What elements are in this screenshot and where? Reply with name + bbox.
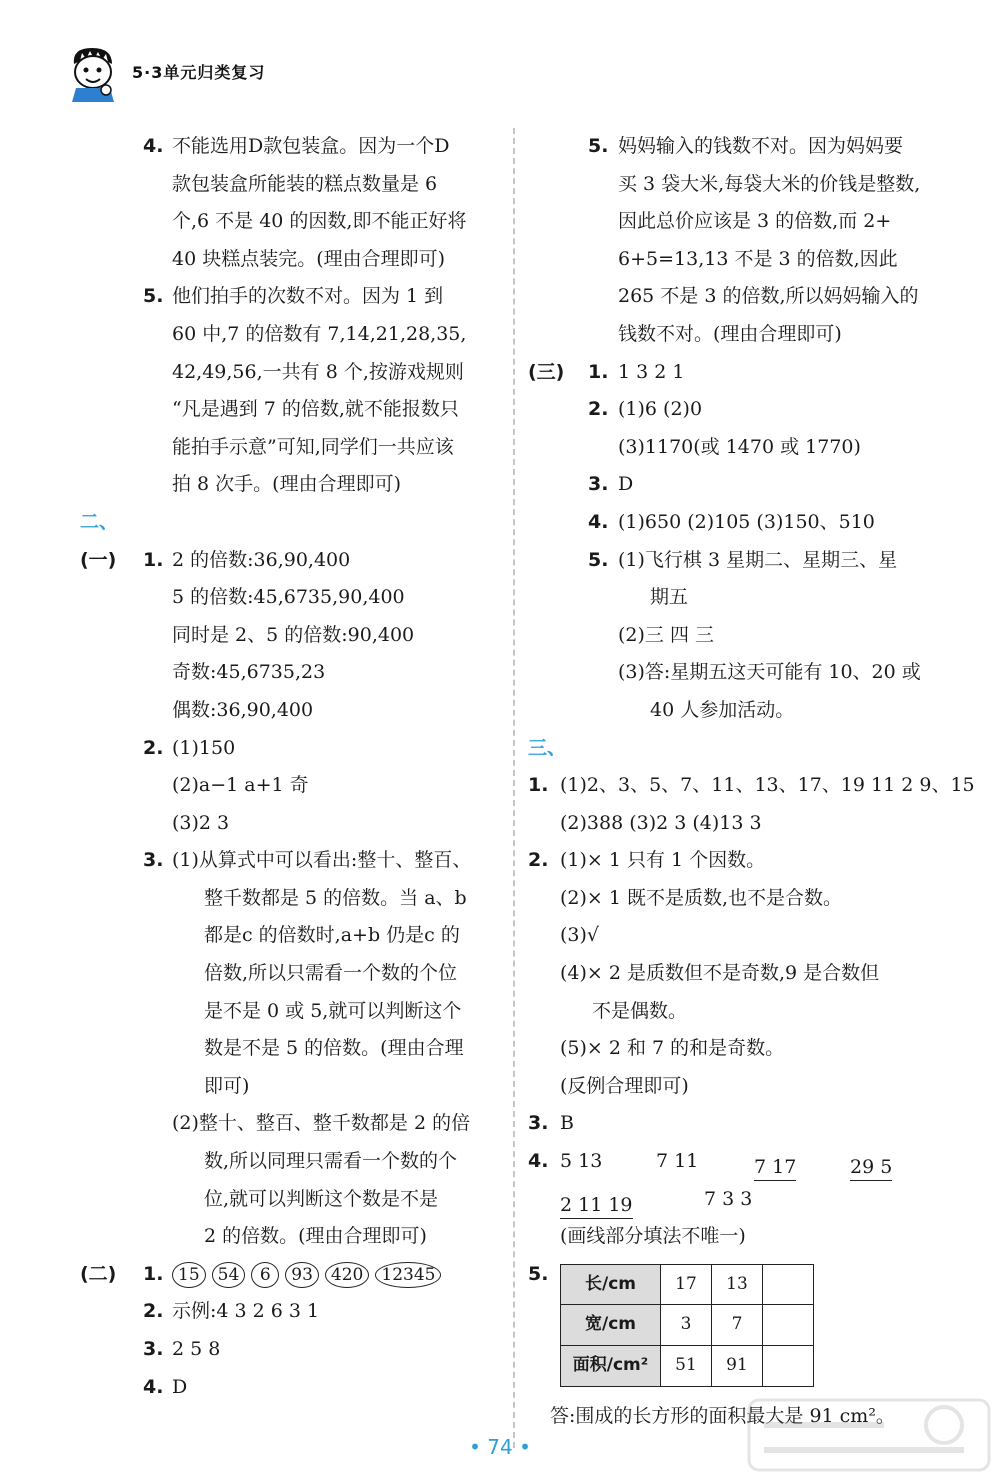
answer-text: (5)× 2 和 7 的和是奇数。 xyxy=(560,1037,785,1060)
answer-text: 60 中,7 的倍数有 7,14,21,28,35, xyxy=(172,322,467,345)
circled-number: 93 xyxy=(285,1262,319,1288)
answer-line xyxy=(80,354,500,392)
answer-text: (2)三 四 三 xyxy=(618,623,714,646)
answer-text: 不能选用D款包装盒。因为一个D xyxy=(172,135,450,157)
section-heading xyxy=(528,730,968,768)
answer-text: 偶数:36,90,400 xyxy=(172,698,314,721)
answer-text: (2)整十、整百、整千数都是 2 的倍 xyxy=(172,1112,471,1135)
answer-text: (4)× 2 是质数但不是奇数,9 是合数但 xyxy=(560,962,880,985)
answer-text: “凡是遇到 7 的倍数,就不能报数只 xyxy=(172,398,459,421)
answer-text: 40 块糕点装完。(理由合理即可) xyxy=(172,247,446,270)
answer-text: (2)a−1 a+1 奇 xyxy=(172,774,309,797)
answer-text: (3)1170(或 1470 或 1770) xyxy=(618,435,861,458)
answer-text: 数是不是 5 的倍数。(理由合理 xyxy=(204,1037,464,1060)
answer-line xyxy=(80,542,500,580)
answer-line xyxy=(80,730,500,768)
circled-number: 15 xyxy=(172,1262,206,1288)
section-heading xyxy=(80,504,500,542)
answer-line xyxy=(528,955,968,993)
answer-text: 265 不是 3 的倍数,所以妈妈输入的 xyxy=(618,285,919,308)
table-cell: 17 xyxy=(661,1264,712,1305)
answer-line xyxy=(528,128,968,166)
answer-text: 款包装盒所能装的糕点数量是 6 xyxy=(172,172,438,195)
question-number: 3. xyxy=(588,473,609,496)
answer-line xyxy=(80,1030,500,1068)
part-two-label: (二) xyxy=(80,1262,117,1285)
answer-line xyxy=(528,767,975,805)
table-row-header: 宽/cm xyxy=(561,1305,661,1346)
circled-number: 420 xyxy=(325,1262,369,1288)
answer-text: 妈妈输入的钱数不对。因为妈妈要 xyxy=(618,135,904,157)
question-number: 1. xyxy=(143,1262,164,1285)
answer-line xyxy=(528,692,968,730)
answer-line xyxy=(528,993,968,1031)
answer-text: 答:围成的长方形的面积最大是 91 cm²。 xyxy=(550,1404,895,1427)
answer-line xyxy=(528,354,968,392)
answer-text: (2)388 (3)2 3 (4)13 3 xyxy=(560,811,762,834)
answer-text: (1)650 (2)105 (3)150、510 xyxy=(618,510,875,533)
circled-number: 54 xyxy=(212,1262,246,1288)
table-cell: 3 xyxy=(661,1305,712,1346)
answer-text: 能拍手示意”可知,同学们一共应该 xyxy=(172,435,454,458)
series-title: 5·3单元归类复习 xyxy=(132,63,266,82)
q4-underlined-value: 2 11 19 xyxy=(560,1192,633,1219)
answer-text: (3)√ xyxy=(560,924,600,947)
answer-line xyxy=(528,654,968,692)
section-two-label: 二、 xyxy=(80,510,119,533)
answer-text: 42,49,56,一共有 8 个,按游戏规则 xyxy=(172,360,464,383)
answer-line xyxy=(80,654,500,692)
answer-line xyxy=(80,1105,500,1143)
answer-line xyxy=(80,993,500,1031)
right-column xyxy=(528,128,975,1435)
question-number: 4. xyxy=(143,135,164,157)
question-number: 2. xyxy=(528,849,549,872)
question-number: 2. xyxy=(143,1300,164,1323)
answer-text: 示例:4 3 2 6 3 1 xyxy=(172,1300,320,1323)
table-cell: 13 xyxy=(712,1264,763,1305)
answer-text: 钱数不对。(理由合理即可) xyxy=(618,322,842,345)
answer-text: 不是偶数。 xyxy=(592,999,688,1022)
question-number: 1. xyxy=(528,774,549,797)
answer-line xyxy=(80,842,500,880)
table-cell xyxy=(763,1305,814,1346)
q4-note xyxy=(528,1218,968,1256)
section-three-label: 三、 xyxy=(528,736,567,759)
answer-line xyxy=(80,1143,500,1181)
answer-line xyxy=(80,1331,500,1369)
table-cell: 7 xyxy=(712,1305,763,1346)
question-number: 4. xyxy=(528,1150,549,1173)
answer-line xyxy=(80,278,500,316)
answer-text: (3)2 3 xyxy=(172,811,230,834)
answer-line xyxy=(80,917,500,955)
question-number: 3. xyxy=(528,1112,549,1135)
answer-text: 6+5=13,13 不是 3 的倍数,因此 xyxy=(618,247,898,270)
answer-line xyxy=(528,466,968,504)
answer-line xyxy=(528,391,968,429)
answer-text: 整千数都是 5 的倍数。当 a、b xyxy=(204,886,467,909)
answer-text: 买 3 袋大米,每袋大米的价钱是整数, xyxy=(618,172,921,195)
table-row xyxy=(561,1305,814,1346)
table-cell xyxy=(763,1264,814,1305)
q5-block xyxy=(528,1256,968,1416)
q4-value: 7 11 xyxy=(656,1150,699,1173)
answer-line xyxy=(528,617,968,655)
answer-text: 1 3 2 1 xyxy=(618,360,685,383)
answer-line xyxy=(528,1030,968,1068)
answer-text: 数,所以同理只需看一个数的个 xyxy=(204,1150,458,1173)
answer-line xyxy=(80,1293,500,1331)
answer-text: (1)2、3、5、7、11、13、17、19 11 2 9、15 xyxy=(560,774,975,797)
answer-line xyxy=(80,429,500,467)
question-number: 4. xyxy=(588,510,609,533)
table-cell xyxy=(763,1346,814,1387)
question-number: 3. xyxy=(143,1338,164,1360)
answer-line xyxy=(80,466,500,504)
circled-number: 12345 xyxy=(375,1262,441,1288)
table-row-header: 面积/cm² xyxy=(561,1346,661,1387)
answer-text: 倍数,所以只需看一个数的个位 xyxy=(204,962,458,985)
q4-underlined-value: 29 5 xyxy=(850,1154,892,1181)
q4-row2 xyxy=(528,1181,968,1219)
answer-text: 5 的倍数:45,6735,90,400 xyxy=(172,586,405,609)
answer-line xyxy=(528,316,968,354)
table-row xyxy=(561,1264,814,1305)
answer-line xyxy=(80,767,500,805)
answer-line xyxy=(80,955,500,993)
answer-line xyxy=(528,429,968,467)
answer-text: (1)6 (2)0 xyxy=(618,398,703,421)
answer-line xyxy=(80,617,500,655)
answer-text: 位,就可以判断这个数是不是 xyxy=(204,1187,439,1210)
answer-text: 是不是 0 或 5,就可以判断这个 xyxy=(204,999,462,1022)
answer-line xyxy=(528,805,968,843)
answer-line xyxy=(80,1181,500,1219)
answer-line xyxy=(528,504,968,542)
answer-text: (1)飞行棋 3 星期二、星期三、星 xyxy=(618,548,898,571)
answer-text: (2)× 1 既不是质数,也不是合数。 xyxy=(560,886,843,909)
answer-text: (1)× 1 只有 1 个因数。 xyxy=(560,849,766,872)
table-row-header: 长/cm xyxy=(561,1264,661,1305)
question-number: 5. xyxy=(588,548,609,571)
answer-line xyxy=(80,241,500,279)
q4-value: 5 13 xyxy=(560,1150,603,1173)
answer-line xyxy=(80,1068,500,1106)
answer-line xyxy=(528,278,968,316)
column-divider xyxy=(513,128,515,1448)
answer-text: 拍 8 次手。(理由合理即可) xyxy=(172,473,401,496)
part-two-q1 xyxy=(80,1256,500,1294)
question-number: 1. xyxy=(143,548,164,571)
answer-text: D xyxy=(618,473,634,496)
answer-text: (3)答:星期五这天可能有 10、20 或 xyxy=(618,661,921,684)
answer-text: B xyxy=(560,1112,574,1135)
question-number: 5. xyxy=(528,1262,549,1285)
answer-line xyxy=(528,241,968,279)
q4-value: 7 3 3 xyxy=(704,1187,753,1210)
question-number: 5. xyxy=(588,135,609,157)
answer-text: 期五 xyxy=(650,586,689,609)
answer-line xyxy=(528,880,968,918)
answer-text: 2 5 8 xyxy=(172,1338,221,1360)
page-number: • 74 • xyxy=(469,1435,531,1459)
watermark-logo-icon xyxy=(744,1395,994,1475)
answer-text: 奇数:45,6735,23 xyxy=(172,661,326,684)
answer-text: (1)从算式中可以看出:整十、整百、 xyxy=(172,849,472,872)
answer-text: (1)150 xyxy=(172,736,236,759)
answer-line xyxy=(80,692,500,730)
answer-text: 同时是 2、5 的倍数:90,400 xyxy=(172,623,415,646)
table-cell: 51 xyxy=(661,1346,712,1387)
table-row xyxy=(561,1346,814,1387)
area-table xyxy=(560,1264,814,1387)
question-number: 3. xyxy=(143,849,164,872)
answer-text: 他们拍手的次数不对。因为 1 到 xyxy=(172,285,444,308)
answer-text: 即可) xyxy=(204,1074,250,1097)
answer-text: 都是c 的倍数时,a+b 仍是c 的 xyxy=(204,924,460,947)
question-number: 4. xyxy=(143,1375,164,1398)
answer-line xyxy=(528,203,968,241)
answer-text: D xyxy=(172,1375,188,1398)
answer-line xyxy=(528,1068,968,1106)
answer-text: 2 的倍数。(理由合理即可) xyxy=(204,1225,427,1248)
question-number: 1. xyxy=(588,360,609,383)
question-number: 2. xyxy=(143,736,164,759)
circled-number: 6 xyxy=(251,1262,279,1288)
answer-line xyxy=(528,917,968,955)
answer-line xyxy=(80,805,500,843)
mascot-boy-icon xyxy=(62,42,124,102)
circled-numbers xyxy=(172,1256,447,1294)
answer-line xyxy=(80,316,500,354)
answer-line xyxy=(80,1218,500,1256)
question-number: 5. xyxy=(143,285,164,308)
answer-text: 因此总价应该是 3 的倍数,而 2+ xyxy=(618,210,892,233)
answer-line xyxy=(80,391,500,429)
answer-line xyxy=(528,166,968,204)
answer-text: 40 人参加活动。 xyxy=(650,698,795,721)
part-three-label: (三) xyxy=(528,360,565,383)
q4-underlined-value: 7 17 xyxy=(754,1154,796,1181)
answer-line xyxy=(80,128,500,166)
table-cell: 91 xyxy=(712,1346,763,1387)
answer-line xyxy=(528,542,968,580)
answer-line xyxy=(80,203,500,241)
answer-text: 2 的倍数:36,90,400 xyxy=(172,548,351,571)
answer-line xyxy=(80,579,500,617)
q4-note-text: (画线部分填法不唯一) xyxy=(560,1225,746,1248)
answer-line xyxy=(528,579,968,617)
left-column xyxy=(80,128,500,1406)
answer-text: 个,6 不是 40 的因数,即不能正好将 xyxy=(172,210,467,233)
page-header xyxy=(62,42,362,102)
question-number: 2. xyxy=(588,398,609,421)
answer-line xyxy=(80,166,500,204)
answer-line xyxy=(80,1369,500,1407)
q4-row1 xyxy=(528,1143,968,1181)
answer-line xyxy=(528,842,968,880)
answer-line xyxy=(80,880,500,918)
answer-line xyxy=(528,1105,968,1143)
answer-text: (反例合理即可) xyxy=(560,1074,689,1097)
part-one-label: (一) xyxy=(80,548,117,571)
